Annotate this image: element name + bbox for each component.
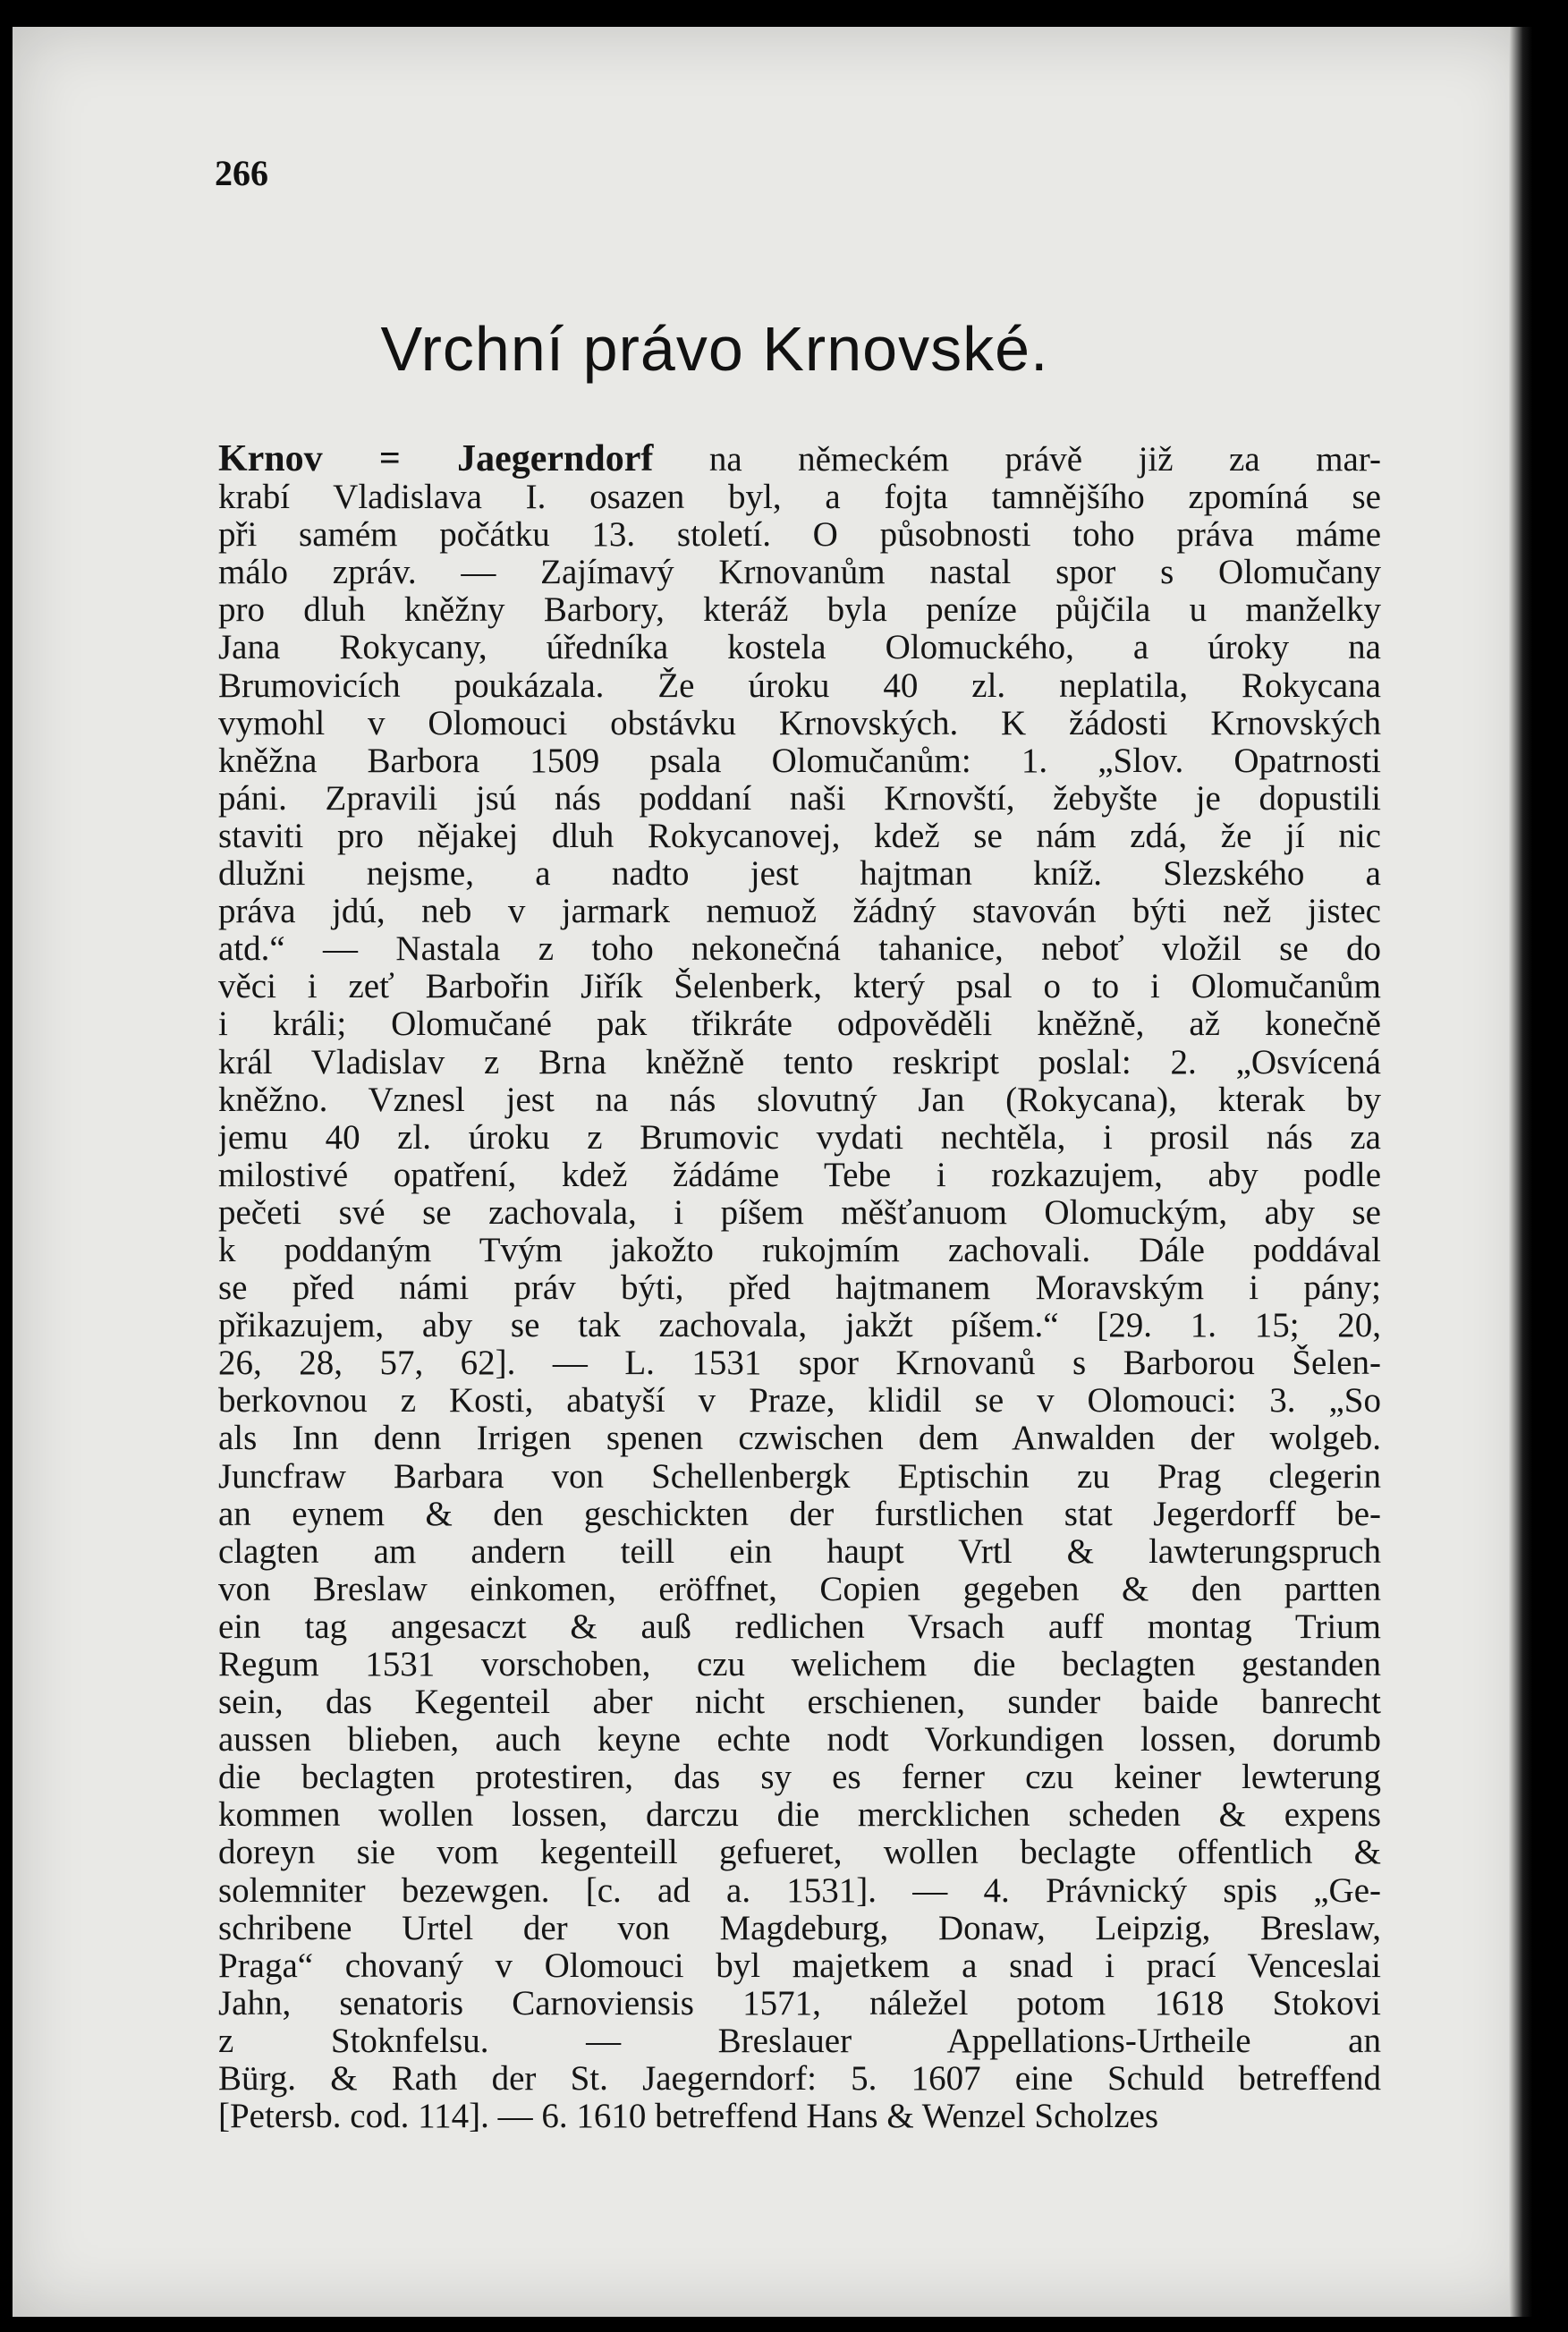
- text-line: Bürg. & Rath der St. Jaegerndorf: 5. 1607 eine Schuld betreffend: [218, 2060, 1381, 2099]
- text-line: kněžna Barbora 1509 psala Olomučanům: 1. „Slov. Opatrnosti: [218, 742, 1381, 780]
- text-line: jemu 40 zl. úroku z Brumovic vydati nechtěla, i prosil nás za: [218, 1118, 1381, 1157]
- text-line: Jahn, senatoris Carnoviensis 1571, náležel potom 1618 Stokovi: [218, 1984, 1381, 2022]
- text-line: pro dluh kněžny Barbory, kteráž byla peníze půjčila u manželky: [218, 591, 1381, 630]
- text-line: 26, 28, 57, 62]. — L. 1531 spor Krnovanů s Barborou Šelen-: [218, 1344, 1381, 1383]
- text-line: sein, das Kegenteil aber nicht erschienen, sunder baide banrecht: [218, 1683, 1381, 1722]
- text-line: Praga“ chovaný v Olomouci byl majetkem a snad i prací Venceslai: [218, 1946, 1381, 1985]
- text-line: milostivé opatření, kdež žádáme Tebe i rozkazujem, aby podle: [218, 1156, 1381, 1194]
- text-line: clagten am andern teill ein haupt Vrtl & lawterungspruch: [218, 1532, 1381, 1571]
- text-line: kněžno. Vznesl jest na nás slovutný Jan (Rokycana), kterak by: [218, 1081, 1381, 1119]
- text-line: páni. Zpravili jsú nás poddaní naši Krnovští, žebyšte je dopustili: [218, 779, 1381, 818]
- text-line: staviti pro nějakej dluh Rokycanovej, kdež se nám zdá, že jí nic: [218, 817, 1381, 855]
- text-line: berkovnou z Kosti, abatyší v Praze, klidil se v Olomouci: 3. „So: [218, 1382, 1381, 1420]
- page-edge-shadow: [1509, 27, 1532, 2317]
- text-line: přikazujem, aby se tak zachovala, jakžt píšem.“ [29. 1. 15; 20,: [218, 1307, 1381, 1345]
- text-line: [Petersb. cod. 114]. — 6. 1610 betreffend Hans & Wenzel Scholzes: [218, 2098, 1159, 2136]
- text-line: vymohl v Olomouci obstávku Krnovských. K žádosti Krnovských: [218, 704, 1381, 742]
- text-line: [218, 440, 1381, 479]
- text-line: von Breslaw einkomen, eröffnet, Copien gegeben & den partten: [218, 1570, 1381, 1608]
- text-line: i králi; Olomučané pak třikráte odpověděli kněžně, až konečně: [218, 1005, 1381, 1044]
- text-line: práva jdú, neb v jarmark nemuož žádný stavován býti než jistec: [218, 893, 1381, 931]
- book-page: [13, 27, 1532, 2317]
- body-text: [218, 440, 1381, 2135]
- text-line: atd.“ — Nastala z toho nekonečná tahanice, neboť vložil se do: [218, 930, 1381, 969]
- text-line: an eynem & den geschickten der furstlichen stat Jegerdorff be-: [218, 1495, 1381, 1533]
- lead-term: Krnov = Jaegerndorf: [218, 440, 654, 479]
- text-line: Brumovicích poukázala. Že úroku 40 zl. neplatila, Rokycana: [218, 666, 1381, 705]
- text-line: kommen wollen lossen, darczu die mercklichen scheden & expens: [218, 1796, 1381, 1835]
- text-line: Regum 1531 vorschoben, czu welichem die beclagten gestanden: [218, 1646, 1381, 1683]
- text-line: schribene Urtel der von Magdeburg, Donaw, Leipzig, Breslaw,: [218, 1909, 1381, 1947]
- page-number: 266: [215, 153, 268, 193]
- text-line: Juncfraw Barbara von Schellenbergk Eptischin zu Prag clegerin: [218, 1457, 1381, 1496]
- text-line: doreyn sie vom kegenteill gefueret, wollen beclagte offentlich &: [218, 1834, 1381, 1872]
- text-line: dlužni nejsme, a nadto jest hajtman kníž. Slezského a: [218, 855, 1381, 894]
- chapter-heading: Vrchní právo Krnovské.: [380, 314, 1049, 384]
- text-line: z Stoknfelsu. — Breslauer Appellations-Urtheile an: [218, 2022, 1381, 2060]
- text-line: die beclagten protestiren, das sy es ferner czu keiner lewterung: [218, 1759, 1381, 1797]
- text-line: krabí Vladislava I. osazen byl, a fojta tamnějšího zpomíná se: [218, 479, 1381, 517]
- text-line: málo zpráv. — Zajímavý Krnovanům nastal spor s Olomučany: [218, 554, 1381, 592]
- text-line: Jana Rokycany, úředníka kostela Olomuckého, a úroky na: [218, 629, 1381, 667]
- text-line: als Inn denn Irrigen spenen czwischen dem Anwalden der wolgeb.: [218, 1420, 1381, 1458]
- text-line: solemniter bezewgen. [c. ad a. 1531]. — 4. Právnický spis „Ge-: [218, 1871, 1381, 1910]
- text-line: k poddaným Tvým jakožto rukojmím zachovali. Dále poddával: [218, 1231, 1381, 1269]
- text-line: aussen blieben, auch keyne echte nodt Vorkundigen lossen, dorumb: [218, 1721, 1381, 1760]
- text-line: při samém počátku 13. století. O působnosti toho práva máme: [218, 516, 1381, 555]
- text-line: pečeti své se zachovala, i píšem měšťanuom Olomuckým, aby se: [218, 1193, 1381, 1232]
- text-line-rest: na německém právě již za mar-: [653, 440, 1381, 479]
- text-line: král Vladislav z Brna kněžně tento reskript poslal: 2. „Osvícená: [218, 1043, 1381, 1081]
- text-line: se před námi práv býti, před hajtmanem Moravským i pány;: [218, 1269, 1381, 1308]
- text-line: věci i zeť Barbořin Jiřík Šelenberk, který psal o to i Olomučanům: [218, 968, 1381, 1006]
- text-line: ein tag angesaczt & auß redlichen Vrsach auff montag Trium: [218, 1607, 1381, 1646]
